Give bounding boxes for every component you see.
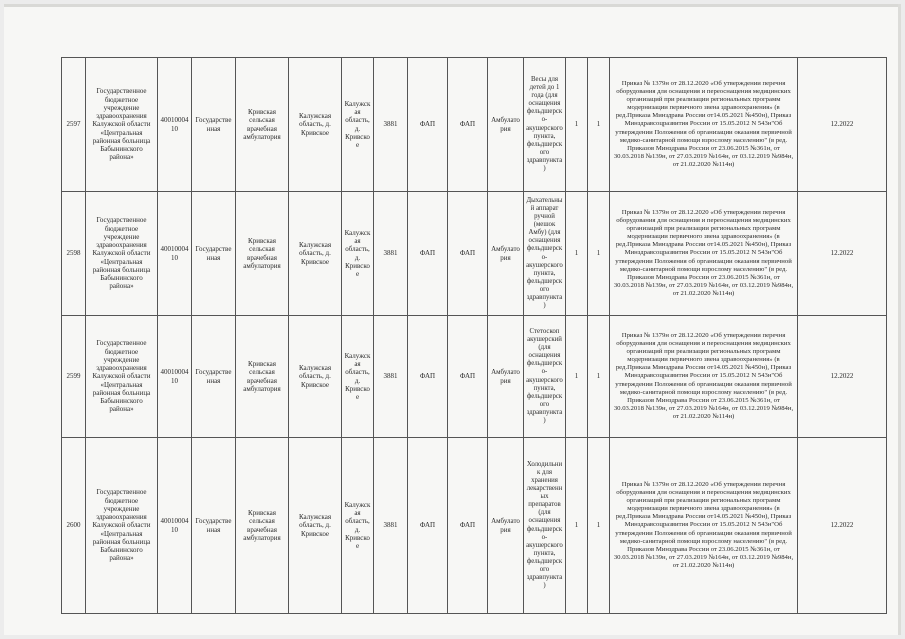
legal-basis-cell: Приказ № 1379н от 28.12.2020 «Об утверждении перечня оборудования для оснащения и переоснащения медицинских организаций при реализации региональных программ модернизации первичного звена здравоохранения» (в ред.Приказа Минздрава России от14.05.2021 №450н), Приказ Минздравсоцразвития России от 15.05.2012 N 543н"Об утверждении Положения об организации оказания первичной медико-санитарной помощи взрослому населению" (в ред. Приказов Минздрава России от 23.06.2015 №361н, от 30.03.2018 №139н, от 27.03.2019 №164н, от 03.12.2019 №984н, от 21.02.2020 №114н) bbox=[610, 316, 798, 438]
equipment-name-cell: Стетоскоп акушерский (для оснащения фельдшерско-акушерского пункта, фельдшерского здравпункта) bbox=[524, 316, 566, 438]
quantity-cell: 1 bbox=[588, 316, 610, 438]
locality-cell: Калужская область, д. Кривское bbox=[342, 192, 374, 316]
deadline-date-cell: 12.2022 bbox=[798, 192, 887, 316]
facility-name-cell: Кривская сельская врачебная амбулатория bbox=[236, 58, 289, 192]
table-row bbox=[62, 316, 887, 438]
legal-basis-cell: Приказ № 1379н от 28.12.2020 «Об утверждении перечня оборудования для оснащения и переоснащения медицинских организаций при реализации региональных программ модернизации первичного звена здравоохранения» (в ред.Приказа Минздрава России от14.05.2021 №450н), Приказ Минздравсоцразвития России от 15.05.2012 N 543н"Об утверждении Положения об организации оказания первичной медико-санитарной помощи взрослому населению" (в ред. Приказов Минздрава России от 23.06.2015 №361н, от 30.03.2018 №139н, от 27.03.2019 №164н, от 03.12.2019 №984н, от 21.02.2020 №114н) bbox=[610, 438, 798, 614]
quantity-cell: 1 bbox=[588, 438, 610, 614]
row-number-cell: 2597 bbox=[62, 58, 86, 192]
facility-name-cell: Кривская сельская врачебная амбулатория bbox=[236, 438, 289, 614]
organization-cell: Государственное бюджетное учреждение здравоохранения Калужской области «Центральная районная больница Бабынинского района» bbox=[86, 316, 158, 438]
table-row bbox=[62, 438, 887, 614]
organization-cell: Государственное бюджетное учреждение здравоохранения Калужской области «Центральная районная больница Бабынинского района» bbox=[86, 58, 158, 192]
quantity-planned-cell: 1 bbox=[566, 192, 588, 316]
equipment-name-cell: Весы для детей до 1 года (для оснащения фельдшерско-акушерского пункта, фельдшерского здравпункта) bbox=[524, 58, 566, 192]
quantity-planned-cell: 1 bbox=[566, 58, 588, 192]
equipment-register-table bbox=[61, 57, 887, 614]
org-code-cell: 4001000410 bbox=[158, 438, 192, 614]
quantity-planned-cell: 1 bbox=[566, 438, 588, 614]
equipment-name-cell: Дыхательный аппарат ручной (мешок Амбу) (для оснащения фельдшерско-акушерского пункта, фельдшерского здравпункта) bbox=[524, 192, 566, 316]
equipment-name-cell: Холодильник для хранения лекарственных препаратов (для оснащения фельдшерско-акушерского пункта, фельдшерского здравпункта) bbox=[524, 438, 566, 614]
locality-cell: Калужская область, д. Кривское bbox=[342, 316, 374, 438]
ownership-form-cell: Государственная bbox=[192, 58, 236, 192]
address-cell: Калужская область, д. Кривское bbox=[289, 58, 342, 192]
department-cell: Амбулатория bbox=[488, 316, 524, 438]
department-cell: Амбулатория bbox=[488, 438, 524, 614]
ownership-form-cell: Государственная bbox=[192, 316, 236, 438]
address-cell: Калужская область, д. Кривское bbox=[289, 316, 342, 438]
deadline-date-cell: 12.2022 bbox=[798, 438, 887, 614]
code-cell: 3881 bbox=[374, 438, 408, 614]
ownership-form-cell: Государственная bbox=[192, 192, 236, 316]
address-cell: Калужская область, д. Кривское bbox=[289, 438, 342, 614]
ownership-form-cell: Государственная bbox=[192, 438, 236, 614]
facility-name-cell: Кривская сельская врачебная амбулатория bbox=[236, 192, 289, 316]
table-row bbox=[62, 192, 887, 316]
deadline-date-cell: 12.2022 bbox=[798, 58, 887, 192]
row-number-cell: 2599 bbox=[62, 316, 86, 438]
scan-edge bbox=[4, 4, 901, 7]
deadline-date-cell: 12.2022 bbox=[798, 316, 887, 438]
unit-type-cell: ФАП bbox=[448, 438, 488, 614]
locality-cell: Калужская область, д. Кривское bbox=[342, 58, 374, 192]
scan-edge bbox=[898, 4, 901, 635]
code-cell: 3881 bbox=[374, 58, 408, 192]
code-cell: 3881 bbox=[374, 316, 408, 438]
facility-type-cell: ФАП bbox=[408, 438, 448, 614]
unit-type-cell: ФАП bbox=[448, 316, 488, 438]
legal-basis-cell: Приказ № 1379н от 28.12.2020 «Об утверждении перечня оборудования для оснащения и переоснащения медицинских организаций при реализации региональных программ модернизации первичного звена здравоохранения» (в ред.Приказа Минздрава России от14.05.2021 №450н), Приказ Минздравсоцразвития России от 15.05.2012 N 543н"Об утверждении Положения об организации оказания первичной медико-санитарной помощи взрослому населению" (в ред. Приказов Минздрава России от 23.06.2015 №361н, от 30.03.2018 №139н, от 27.03.2019 №164н, от 03.12.2019 №984н, от 21.02.2020 №114н) bbox=[610, 192, 798, 316]
org-code-cell: 4001000410 bbox=[158, 192, 192, 316]
facility-type-cell: ФАП bbox=[408, 316, 448, 438]
scanned-page bbox=[4, 4, 901, 635]
locality-cell: Калужская область, д. Кривское bbox=[342, 438, 374, 614]
unit-type-cell: ФАП bbox=[448, 58, 488, 192]
quantity-cell: 1 bbox=[588, 192, 610, 316]
unit-type-cell: ФАП bbox=[448, 192, 488, 316]
organization-cell: Государственное бюджетное учреждение здравоохранения Калужской области «Центральная районная больница Бабынинского района» bbox=[86, 192, 158, 316]
row-number-cell: 2598 bbox=[62, 192, 86, 316]
legal-basis-cell: Приказ № 1379н от 28.12.2020 «Об утверждении перечня оборудования для оснащения и переоснащения медицинских организаций при реализации региональных программ модернизации первичного звена здравоохранения» (в ред.Приказа Минздрава России от14.05.2021 №450н), Приказ Минздравсоцразвития России от 15.05.2012 N 543н"Об утверждении Положения об организации оказания первичной медико-санитарной помощи взрослому населению" (в ред. Приказов Минздрава России от 23.06.2015 №361н, от 30.03.2018 №139н, от 27.03.2019 №164н, от 03.12.2019 №984н, от 21.02.2020 №114н) bbox=[610, 58, 798, 192]
department-cell: Амбулатория bbox=[488, 58, 524, 192]
quantity-planned-cell: 1 bbox=[566, 316, 588, 438]
code-cell: 3881 bbox=[374, 192, 408, 316]
org-code-cell: 4001000410 bbox=[158, 58, 192, 192]
org-code-cell: 4001000410 bbox=[158, 316, 192, 438]
row-number-cell: 2600 bbox=[62, 438, 86, 614]
department-cell: Амбулатория bbox=[488, 192, 524, 316]
facility-type-cell: ФАП bbox=[408, 192, 448, 316]
table-row bbox=[62, 58, 887, 192]
address-cell: Калужская область, д. Кривское bbox=[289, 192, 342, 316]
organization-cell: Государственное бюджетное учреждение здравоохранения Калужской области «Центральная районная больница Бабынинского района» bbox=[86, 438, 158, 614]
facility-name-cell: Кривская сельская врачебная амбулатория bbox=[236, 316, 289, 438]
facility-type-cell: ФАП bbox=[408, 58, 448, 192]
quantity-cell: 1 bbox=[588, 58, 610, 192]
